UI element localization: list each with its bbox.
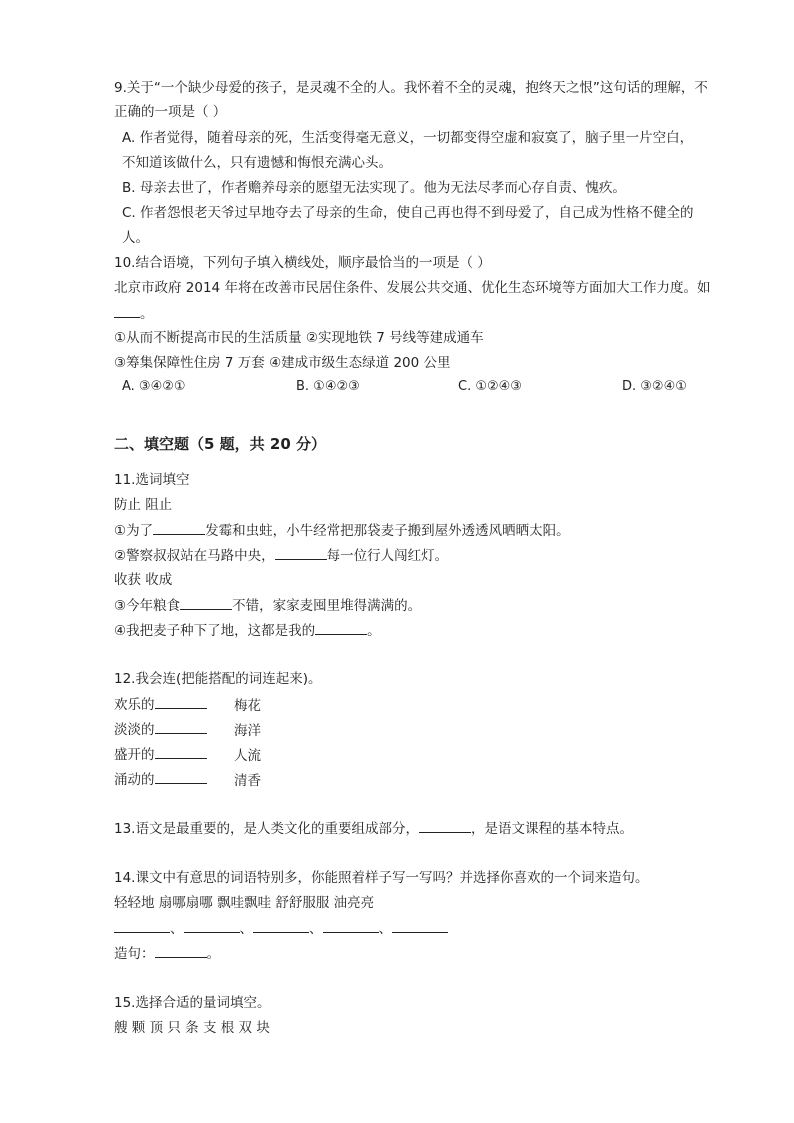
q12-right-3: 人流 bbox=[234, 748, 261, 764]
q11-s3-post: 不错，家家麦囤里堆得满满的。 bbox=[232, 598, 422, 614]
q14-blank-1[interactable] bbox=[114, 918, 170, 933]
q11-blank-1[interactable] bbox=[153, 520, 205, 535]
q9-stem-line2: 正确的一项是（ ） bbox=[114, 104, 227, 120]
q13-line bbox=[114, 818, 633, 839]
q12-left-word-1: 欢乐的 bbox=[114, 697, 155, 713]
q14-examples: 轻轻地 扇哪扇哪 飘哇飘哇 舒舒服服 油亮亮 bbox=[114, 895, 375, 911]
q12-blank-4[interactable] bbox=[155, 769, 207, 784]
q11-blank-4[interactable] bbox=[315, 620, 367, 635]
q10-blank-line bbox=[114, 303, 154, 324]
q12-left-word-2: 淡淡的 bbox=[114, 722, 155, 738]
q12-blank-3[interactable] bbox=[155, 744, 207, 759]
q9-option-c-line2: 人。 bbox=[122, 230, 149, 246]
q10-items-line1: ①从而不断提高市民的生活质量 ②实现地铁 7 号线等建成通车 bbox=[114, 330, 484, 346]
q9-stem-line1: 9.关于“一个缺少母爱的孩子，是灵魂不全的人。我怀着不全的灵魂，抱终天之恨”这句话的理解，不 bbox=[114, 80, 708, 96]
q11-s4-pre: ④我把麦子种下了地，这都是我的 bbox=[114, 623, 316, 639]
q9-option-c-line1: C. 作者怨恨老天爷过早地夺去了母亲的生命，使自己再也得不到母爱了，自己成为性格不健全的 bbox=[122, 205, 694, 221]
q11-word-group-1: 防止 阻止 bbox=[114, 497, 173, 513]
q11-s1-post: 发霉和虫蛀，小牛经常把那袋麦子搬到屋外透透风晒晒太阳。 bbox=[205, 523, 570, 539]
q11-sentence-4 bbox=[114, 620, 381, 641]
q15-stem: 15.选择合适的量词填空。 bbox=[114, 995, 271, 1011]
q12-left-3 bbox=[114, 744, 207, 765]
q14-sentence-blank[interactable] bbox=[155, 943, 207, 958]
q11-sentence-3 bbox=[114, 595, 421, 616]
q11-blank-3[interactable] bbox=[180, 595, 232, 610]
q12-left-word-3: 盛开的 bbox=[114, 747, 155, 763]
q13-post: ，是语文课程的基本特点。 bbox=[470, 821, 633, 837]
q14-blank-2[interactable] bbox=[184, 918, 240, 933]
q14-blank-3[interactable] bbox=[253, 918, 309, 933]
q9-option-a-line1: A. 作者觉得，随着母亲的死，生活变得毫无意义，一切都变得空虚和寂寞了，脑子里一片空白， bbox=[122, 130, 694, 146]
q12-right-1: 梅花 bbox=[234, 698, 261, 714]
q10-option-c[interactable]: C. ①②④③ bbox=[458, 379, 522, 394]
q14-sep-3: 、 bbox=[309, 921, 323, 937]
q11-word-group-2: 收获 收成 bbox=[114, 572, 173, 588]
q11-s2-pre: ②警察叔叔站在马路中央， bbox=[114, 548, 275, 564]
q11-s3-pre: ③今年粮食 bbox=[114, 598, 181, 614]
q11-s4-post: 。 bbox=[367, 623, 381, 639]
q14-sep-2: 、 bbox=[239, 921, 253, 937]
q9-option-b: B. 母亲去世了，作者赡养母亲的愿望无法实现了。他为无法尽孝而心存自责、愧疚。 bbox=[122, 180, 626, 196]
q14-sentence-label: 造句： bbox=[114, 946, 155, 962]
q10-blank[interactable] bbox=[114, 303, 140, 318]
q12-blank-1[interactable] bbox=[155, 694, 207, 709]
q10-stem: 10.结合语境，下列句子填入横线处，顺序最恰当的一项是（ ） bbox=[114, 255, 491, 271]
q14-blank-5[interactable] bbox=[392, 918, 448, 933]
section-2-title: 二、填空题（5 题，共 20 分） bbox=[114, 435, 326, 453]
q10-items-line2: ③筹集保障性住房 7 万套 ④建成市级生态绿道 200 公里 bbox=[114, 355, 451, 371]
q10-option-d[interactable]: D. ③②④① bbox=[622, 379, 687, 394]
q12-left-2 bbox=[114, 719, 207, 740]
q12-left-word-4: 涌动的 bbox=[114, 772, 155, 788]
q11-sentence-2 bbox=[114, 545, 448, 566]
q12-stem: 12.我会连(把能搭配的词连起来)。 bbox=[114, 671, 322, 687]
q14-sep-1: 、 bbox=[170, 921, 184, 937]
q10-context: 北京市政府 2014 年将在改善市民居住条件、发展公共交通、优化生态环境等方面加大工作力度。如 bbox=[114, 280, 711, 296]
q11-sentence-1 bbox=[114, 520, 570, 541]
q15-words: 艘 颗 顶 只 条 支 根 双 块 bbox=[114, 1020, 270, 1036]
q11-s2-post: 每一位行人闯红灯。 bbox=[326, 548, 449, 564]
q14-sentence-end: 。 bbox=[206, 946, 220, 962]
q12-right-2: 海洋 bbox=[234, 723, 261, 739]
q14-sep-4: 、 bbox=[378, 921, 392, 937]
q10-option-b[interactable]: B. ①④②③ bbox=[296, 379, 360, 394]
q14-sentence-line bbox=[114, 943, 220, 964]
q12-left-1 bbox=[114, 694, 207, 715]
q10-period: 。 bbox=[140, 306, 154, 322]
q12-left-4 bbox=[114, 769, 207, 790]
q14-blank-4[interactable] bbox=[323, 918, 379, 933]
q9-option-a-line2: 不知道该做什么，只有遗憾和悔恨充满心头。 bbox=[122, 155, 392, 171]
q11-blank-2[interactable] bbox=[275, 545, 327, 560]
q11-stem: 11.选词填空 bbox=[114, 472, 190, 488]
q13-pre: 13.语文是最重要的，是人类文化的重要组成部分， bbox=[114, 821, 419, 837]
q14-blanks-line bbox=[114, 918, 448, 939]
q11-s1-pre: ①为了 bbox=[114, 523, 154, 539]
q13-blank[interactable] bbox=[419, 818, 471, 833]
q10-option-a[interactable]: A. ③④②① bbox=[122, 379, 186, 394]
q12-blank-2[interactable] bbox=[155, 719, 207, 734]
q14-stem: 14.课文中有意思的词语特别多，你能照着样子写一写吗？并选择你喜欢的一个词来造句。 bbox=[114, 870, 649, 886]
q12-right-4: 清香 bbox=[234, 773, 261, 789]
